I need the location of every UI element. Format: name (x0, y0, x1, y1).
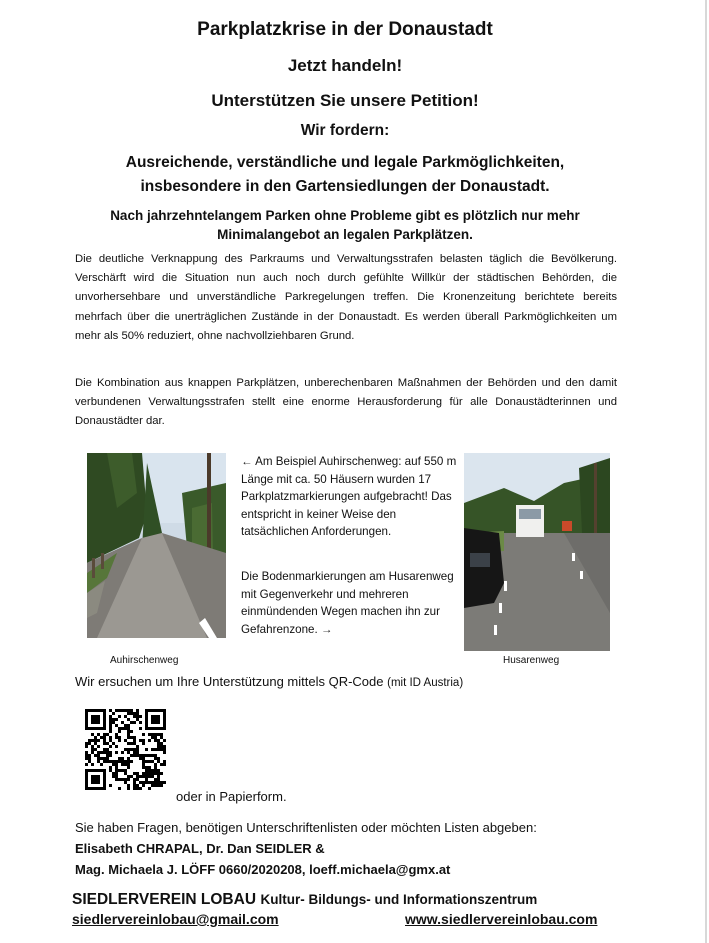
email-link[interactable]: siedlervereinlobau@gmail.com (72, 911, 279, 927)
paragraph-1: Die deutliche Verknappung des Parkraums und Verwaltungsstrafen belasten täglich die Bevölkerung. Verschärft wird die Situation nun auch noch durch gefühlte Willkür der städtischen Behörden, die unvorhersehbare und unverständliche Parkregelungen treffen. Die Kronenzeitung berichtete bereits mehrfach über die unerträglichen Zustände in der Donaustadt. Es werden überall Parkmöglichkeiten um mehr als 50% reduziert, ohne nachvollziehbaren Grund. (75, 253, 617, 342)
lead-line-2: Minimalangebot an legalen Parkplätzen. (217, 227, 473, 242)
website-link[interactable]: www.siedlervereinlobau.com (405, 911, 598, 927)
caption-husarenweg: Husarenweg (503, 655, 560, 666)
subtitle-act-now: Jetzt handeln! (287, 56, 403, 75)
road-photo-auhirschenweg (87, 453, 226, 638)
organization (72, 891, 537, 909)
org-name: SIEDLERVEREIN LOBAU (72, 891, 257, 908)
contact-line-1: Elisabeth CHRAPAL, Dr. Dan SEIDLER & (75, 841, 325, 856)
paragraph-2: Die Kombination aus knappen Parkplätzen, unberechenbaren Maßnahmen der Behörden und den damit verbundenen Verwaltungsstrafen stellt eine enorme Herausforderung für alle Donaustädterinnen und Donaustädter dar. (75, 377, 617, 428)
qr-request (75, 674, 463, 689)
contact-line-2: Mag. Michaela J. LÖFF 0660/2020208, loeff.michaela@gmx.at (75, 862, 451, 877)
org-description: Kultur- Bildungs- und Informationszentrum (260, 892, 538, 907)
demand-text (40, 151, 650, 199)
subtitle-petition: Unterstützen Sie unsere Petition! (211, 91, 479, 110)
subtitle-demand: Wir fordern: (300, 122, 390, 139)
demand-line-2: insbesondere in den Gartensiedlungen der Donaustadt. (140, 178, 550, 195)
qr-request-text: Wir ersuchen um Ihre Unterstützung mittels QR-Code (75, 674, 384, 689)
page-edge-divider (705, 0, 707, 943)
photo-text-husarenweg: Die Bodenmarkierungen am Husarenweg mit Gegenverkehr und mehreren einmündenden Wegen machen ihn zur Gefahrenzone. → (241, 570, 454, 636)
lead-text (60, 206, 630, 244)
road-photo-husarenweg (464, 453, 610, 651)
questions-text: Sie haben Fragen, benötigen Unterschriftenlisten oder möchten Listen abgeben: (75, 820, 537, 835)
qr-request-note: (mit ID Austria) (387, 677, 464, 689)
photo-text-auhirschenweg: ← Am Beispiel Auhirschenweg: auf 550 m Länge mit ca. 50 Häusern wurden 17 Parkplatzmarkierungen aufgebracht! Das entspricht in keiner Weise den tatsächlichen Anforderungen. (241, 455, 457, 539)
caption-auhirschenweg: Auhirschenweg (110, 655, 179, 666)
demand-line-1: Ausreichende, verständliche und legale Parkmöglichkeiten, (125, 154, 565, 171)
qr-code-icon[interactable] (85, 709, 166, 790)
lead-line-1: Nach jahrzehntelangem Parken ohne Probleme gibt es plötzlich nur mehr (110, 208, 580, 223)
paper-form-text: oder in Papierform. (176, 789, 287, 804)
page-title: Parkplatzkrise in der Donaustadt (197, 19, 493, 40)
